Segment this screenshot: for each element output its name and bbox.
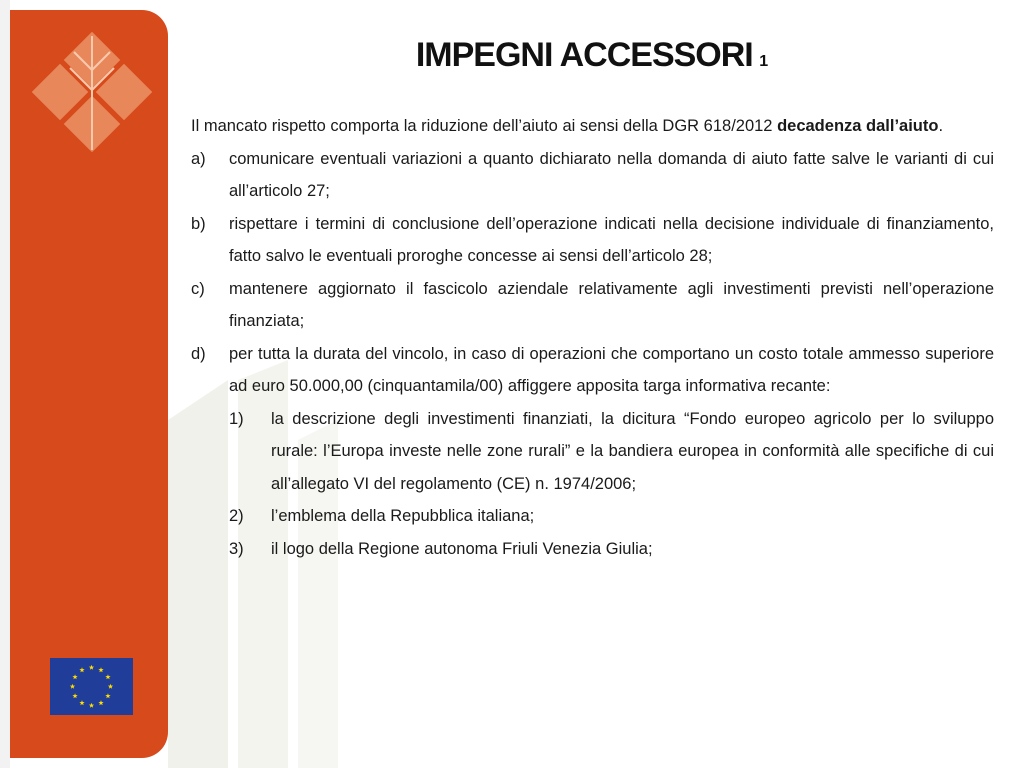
sub-list-item-text: l’emblema della Repubblica italiana; (271, 507, 535, 525)
list-item-text: comunicare eventuali variazioni a quanto dichiarato nella domanda di aiuto fatte salve le varianti di cui all’articolo 27; (229, 149, 994, 200)
list-marker: d) (191, 344, 206, 363)
intro-end: . (938, 117, 944, 135)
intro-paragraph (191, 110, 994, 143)
list-marker: b) (191, 214, 206, 233)
sidebar-panel (10, 10, 168, 758)
list-marker: a) (191, 149, 206, 168)
sub-list-item (191, 403, 994, 501)
list-item-text: per tutta la durata del vincolo, in caso di operazioni che comportano un costo totale ammesso superiore ad euro 50.000,00 (cinquantamila/00) affiggere apposita targa informativa recante: (229, 344, 994, 395)
list-item (191, 338, 994, 403)
slide-body (191, 110, 994, 565)
sub-list-item-text: la descrizione degli investimenti finanziati, la dicitura “Fondo europeo agricolo per lo sviluppo rurale: l’Europa investe nelle zone rurali” e la bandiera europea in conformità alle specifiche di cui all’allegato VI del regolamento (CE) n. 1974/2006; (271, 409, 994, 493)
list-item (191, 273, 994, 338)
list-marker: c) (191, 279, 205, 298)
sub-list-marker: 1) (229, 409, 244, 428)
sub-list-item-text: il logo della Regione autonoma Friuli Venezia Giulia; (271, 539, 653, 558)
intro-bold: decadenza dall’aiuto (777, 117, 939, 135)
eu-flag-icon (50, 658, 133, 715)
left-edge-shade (0, 0, 10, 768)
intro-text: Il mancato rispetto comporta la riduzione dell’aiuto ai sensi della DGR 618/2012 (191, 117, 778, 135)
sub-list-item (191, 500, 994, 533)
sub-list-marker: 2) (229, 507, 244, 525)
sub-list-item (191, 533, 994, 566)
list-item (191, 143, 994, 208)
slide-title (0, 36, 1024, 75)
list-item-text: mantenere aggiornato il fascicolo aziendale relativamente agli investimenti previsti nell’operazione finanziata; (229, 279, 994, 330)
sub-list-marker: 3) (229, 539, 244, 558)
title-suffix: 1 (759, 53, 769, 70)
title-text: IMPEGNI ACCESSORI (415, 36, 753, 74)
list-item (191, 208, 994, 273)
list-item-text: rispettare i termini di conclusione dell’operazione indicati nella decisione individuale di finanziamento, fatto salvo le eventuali proroghe concesse ai sensi dell’articolo 28; (229, 214, 994, 265)
